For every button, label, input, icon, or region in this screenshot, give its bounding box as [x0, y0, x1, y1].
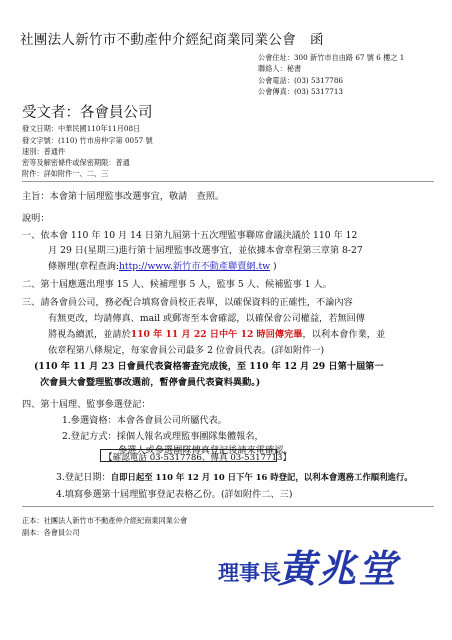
document-title	[20, 28, 324, 48]
meta-attachment: 附件：詳如附件一、二、三	[22, 169, 109, 178]
item-4-2-line-1: 2.登記方式：採個人報名或理監事團隊集體報名，	[62, 431, 264, 442]
divider-bottom	[22, 506, 434, 507]
doc-type: 函	[310, 32, 324, 48]
item-3-line-2: 有無更改，均請傳真、mail 或郵寄至本會確認，以確保會公司權益，若無回傳	[48, 313, 365, 324]
signature-title: 理事長	[218, 560, 281, 585]
item-4-2-line-2: 參選人或參選團隊傳真登記後請來電確認。	[118, 445, 293, 456]
item-3-line-3: 將視為續派，並請於110 年 11 月 22 日中午 12 時回傳完畢，以利本會作業，並	[48, 329, 386, 340]
item-4: 四、第十屆理、監事參選登記：	[22, 399, 151, 410]
item-3-note-line-1: (110 年 11 月 23 日會員代表資格審查完成後，至 110 年 12 月 29 日第十屆第一	[34, 361, 384, 372]
signature-name: 黃兆堂	[278, 546, 399, 591]
item-1-line-1: 一、依本會 110 年 10 月 14 日第九屆第十五次理監事聯席會議決議於 110 年 12	[22, 230, 358, 241]
charter-link[interactable]: http://www.新竹市不動產聯賣網.tw	[119, 261, 271, 272]
header-fax: 公會傳真：(03) 5317713	[258, 87, 343, 96]
item-3-line-1: 三、請各會員公司，務必配合填寫會員校正表單，以確保資料的正確性，不論內容	[22, 297, 353, 308]
item-1-line-3: 條辦理(章程查詢:http://www.新竹市不動產聯賣網.tw )	[48, 261, 277, 272]
registration-period: 自即日起至 110 年 12 月 10 日下午 16 時登記，以利本會選務工作順利進行。	[110, 472, 413, 482]
header-address: 公會住址：300 新竹市自由路 67 號 6 樓之 1	[258, 53, 405, 62]
contact-box-text: 【確認電話 03-5317786、傳真 03-5317713】	[104, 453, 292, 463]
header-contact: 聯絡人：秘書	[258, 64, 302, 73]
deadline-highlight: 110 年 11 月 22 日中午 12 時回傳完畢	[130, 329, 303, 340]
item-4-1: 1.參選資格：本會各會員公司所屬代表。	[62, 415, 227, 426]
header-phone: 公會電話：(03) 5317786	[258, 76, 343, 85]
org-title: 社團法人新竹市不動產仲介經紀商業同業公會	[20, 32, 296, 48]
meta-secrecy: 密等及解密條件或保密期限：普通	[22, 158, 130, 167]
item-3-line-4: 依章程第八條規定，每家會員公司最多 2 位會員代表。(詳如附件一)	[48, 345, 325, 356]
subject: 主旨：本會第十屆理監事改選事宜，敬請 查照。	[22, 191, 225, 202]
item-4-3: 3.登記日期：自即日起至 110 年 12 月 10 日下午 16 時登記，以利本會選務工作順利進行。	[56, 472, 413, 483]
divider-top	[22, 181, 434, 182]
meta-number: 發文字號：(110) 竹市房仲字第 0057 號	[22, 136, 153, 145]
copy-recipient: 副本：各會員公司	[22, 528, 80, 537]
item-4-4: 4.填寫參選第十屆理監事登記表格乙份。(詳如附件二、三)	[56, 489, 293, 500]
recipient: 受文者：各會員公司	[22, 105, 153, 121]
item-3-note-line-2: 次會員大會暨理監事改選前，暫停會員代表資料異動。)	[40, 377, 261, 388]
explain-label: 說明：	[22, 213, 50, 224]
item-1-line-2: 月 29 日(星期三)進行第十屆理監事改選事宜，並依據本會章程第三章第 8-27	[48, 245, 363, 256]
meta-date: 發文日期：中華民國110年11月08日	[22, 124, 141, 133]
meta-speed: 速別：普通件	[22, 147, 66, 156]
main-recipient: 正本：社團法人新竹市不動產仲介經紀商業同業公會	[22, 516, 188, 525]
item-2: 二、第十屆應選出理事 15 人、候補理事 5 人，監事 5 人、候補監事 1 人。	[22, 279, 332, 290]
